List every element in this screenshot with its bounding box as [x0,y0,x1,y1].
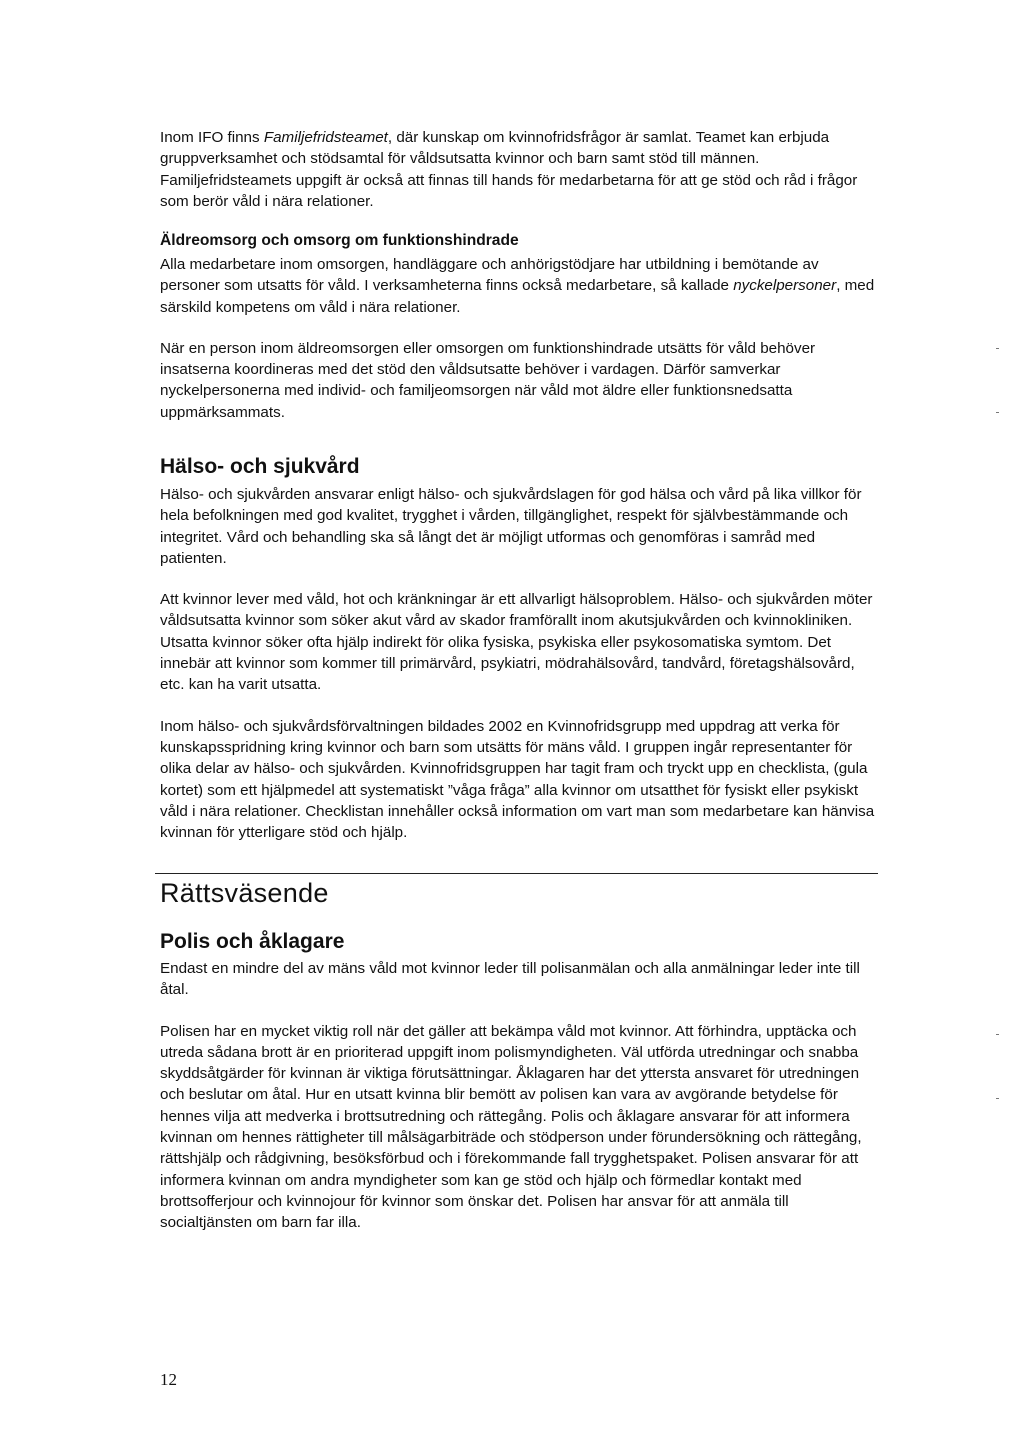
polis-paragraph-2: Polisen har en mycket viktig roll när det gäller att bekämpa våld mot kvinnor. Att förhindra, upptäcka och utreda sådana brott är en prioriterad uppgift inom polismyndigheten. Väl utförda utredningar och snabba skyddsåtgärder för kvinnan är viktiga förutsättningar. Åklagaren har det yttersta ansvaret för utredningen och beslutar om åtal. Hur en utsatt kvinna blir bemött av polisen kan vara av avgörande betydelse för hennes vilja att medverka i brottsutredning och rättegång. Polis och åklagare ansvarar för att informera kvinnan om hennes rättigheter till målsägarbiträde och stödperson under förundersökning och rättegång, rättshjälp och rådgivning, besöksförbud och i förekommande fall trygghetspaket. Polisen ansvarar för att informera kvinnan om andra myndigheter som kan ge stöd och hjälp och förmedlar kontakt med brottsofferjour och kvinnojour för kvinnor som önskar det. Polisen har ansvar för att anmäla till socialtjänsten om barn far illa. [160,1022,862,1232]
scan-mark [996,412,999,413]
page-number: 12 [160,1370,177,1389]
aldreomsorg-heading: Äldreomsorg och omsorg om funktionshindrade [160,232,519,249]
aldreomsorg-emphasis: nyckelpersoner [733,277,837,295]
halso-heading: Hälso- och sjukvård [160,455,360,478]
halso-section [160,455,880,843]
scan-mark [996,348,999,349]
rattsvasende-heading: Rättsväsende [160,878,329,908]
halso-paragraph-3: Inom hälso- och sjukvårdsförvaltningen bildades 2002 en Kvinnofridsgrupp med uppdrag att verka för kunskapsspridning kring kvinnor och barn som utsätts för mäns våld. I gruppen ingår representanter för olika delar av hälso- och sjukvården. Kvinnofridsgruppen har tagit fram och tryckt upp en checklista, (gula kortet) som ett hjälpmedel att systematiskt ”våga fråga” alla kvinnor om utsatthet för fysiskt eller psykiskt våld i nära relationer. Checklistan innehåller också information om vart man som medarbetare kan hänvisa kvinnan för ytterligare stöd och hjälp. [160,717,875,842]
intro-paragraph [160,127,880,212]
halso-paragraph-2: Att kvinnor lever med våld, hot och kränkningar är ett allvarligt hälsoproblem. Hälso- och sjukvården möter våldsutsatta kvinnor som söker akut vård av skador framförallt inom akutsjukvården och kvinnokliniken. Utsatta kvinnor söker ofta hjälp indirekt för olika fysiska, psykiska eller psykosomatiska symtom. Det innebär att kvinnor som kommer till primärvård, psykiatri, mödrahälsovård, tandvård, företagshälsovård, etc. kan ha varit utsatta. [160,591,873,694]
aldreomsorg-section [160,230,880,423]
intro-text-start: Inom IFO finns [160,129,264,146]
aldreomsorg-text-start: Alla medarbetare inom omsorgen, handläggare och anhörigstödjare har utbildning i bemötande av personer som utsatts för våld. I verksamheterna finns också medarbetare, så kallade [160,256,819,295]
scan-mark [996,1098,999,1099]
polis-paragraph-1: Endast en mindre del av mäns våld mot kvinnor leder till polisanmälan och alla anmälningar leder inte till åtal. [160,960,860,999]
section-divider [155,873,878,874]
polis-heading: Polis och åklagare [160,930,345,953]
intro-section [160,127,880,212]
rattsvasende-section [160,878,880,1234]
aldreomsorg-text-end: , med särskild kompetens om våld i nära relationer. [160,277,875,316]
halso-paragraph-1: Hälso- och sjukvården ansvarar enligt hälso- och sjukvårdslagen för god hälsa och vård på lika villkor för hela befolkningen med god kvalitet, trygghet i vården, tillgänglighet, respekt för självbestämmande och integritet. Vård och behandling ska så långt det är möjligt utformas och genomföras i samråd med patienten. [160,486,862,567]
scan-mark [996,1034,999,1035]
intro-emphasis: Familjefridsteamet [263,129,388,146]
aldreomsorg-paragraph-2: När en person inom äldreomsorgen eller omsorgen om funktionshindrade utsätts för våld behöver insatserna koordineras med det stöd den våldsutsatte behöver i vardagen. Därför samverkar nyckelpersonerna med individ- och familjeomsorgen när våld mot äldre eller funktionsnedsatta uppmärksammats. [160,339,816,421]
aldreomsorg-paragraph-1 [160,254,880,318]
intro-text-end: , där kunskap om kvinnofridsfrågor är samlat. Teamet kan erbjuda gruppverksamhet och stödsamtal för våldsutsatta kvinnor och barn samt stöd till männen. Familjefridsteamets uppgift är också att finnas till hands för medarbetarna för att ge stöd och råd i frågor som berör våld i nära relationer. [160,129,858,210]
